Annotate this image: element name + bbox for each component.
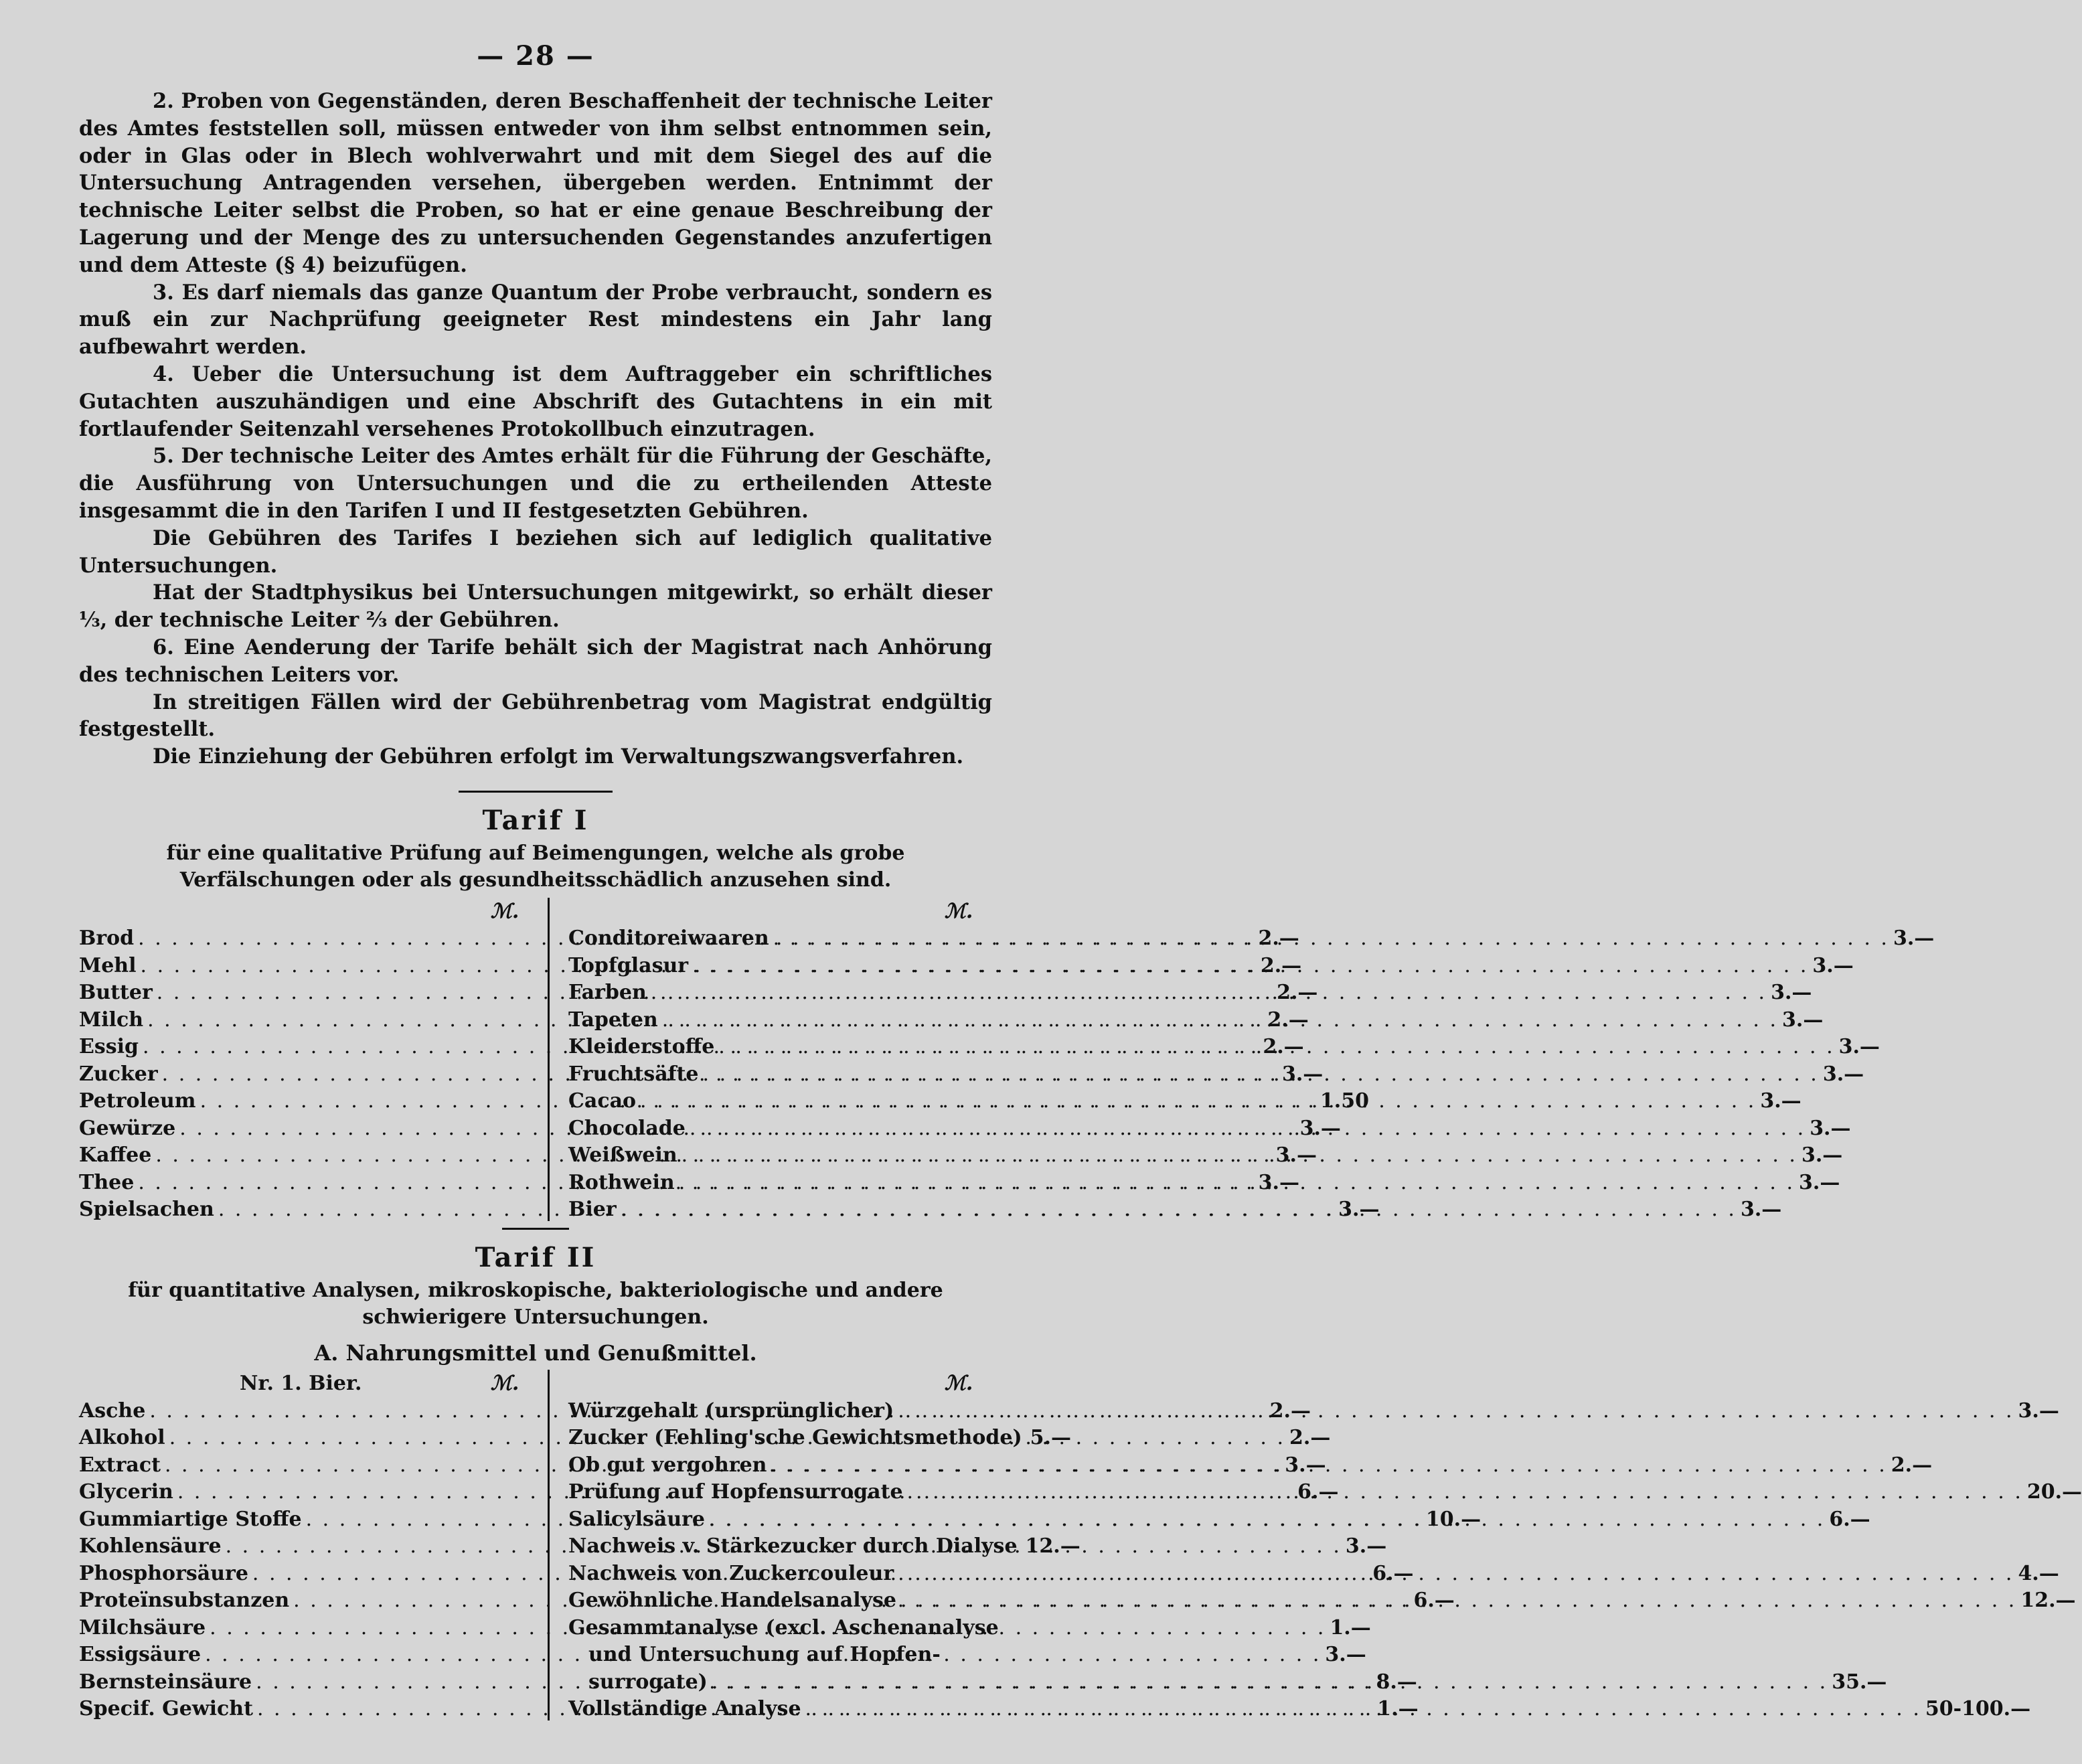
item-label: Milch bbox=[79, 1008, 144, 1032]
price-row bbox=[568, 950, 1854, 977]
item-label: Bier bbox=[568, 1198, 617, 1222]
price-row bbox=[568, 1395, 2059, 1423]
item-label: Spielsachen bbox=[79, 1198, 214, 1222]
item-label: Extract bbox=[79, 1453, 161, 1477]
item-label: Proteïnsubstanzen bbox=[79, 1589, 290, 1613]
divider bbox=[502, 1228, 569, 1230]
price-row bbox=[568, 1423, 1071, 1450]
item-label: Kleiderstoffe bbox=[568, 1035, 715, 1059]
item-price: 3.— bbox=[1740, 1198, 1782, 1222]
item-price: 2.— bbox=[1891, 1453, 1933, 1477]
section-a-heading: A. Nahrungsmittel und Genußmittel. bbox=[314, 1340, 757, 1366]
tarif2-table bbox=[79, 1370, 2082, 1721]
item-label: Alkohol bbox=[79, 1426, 165, 1450]
item-label: Zucker (Fehling'sche Gewichtsmethode) bbox=[568, 1426, 1022, 1450]
tarif2-subtitle: für quantitative Analysen, mikroskopische, bakteriologische und andere schwierigere Untersuchungen. bbox=[128, 1279, 943, 1330]
item-price: 3.— bbox=[1299, 1116, 1341, 1140]
item-price: 2.— bbox=[1269, 1398, 1311, 1423]
item-label: Asche bbox=[79, 1398, 146, 1423]
price-row bbox=[568, 977, 1812, 1005]
item-label: Kaffee bbox=[79, 1143, 152, 1168]
item-label: Specif. Gewicht bbox=[79, 1697, 253, 1721]
paragraph-einziehung: Die Einziehung der Gebühren erfolgt im Verwaltungszwangsverfahren. bbox=[153, 744, 964, 769]
item-price: 2.— bbox=[1267, 1008, 1309, 1032]
item-label: Nachweis von Zuckercouleur bbox=[568, 1561, 894, 1585]
item-price: 6.— bbox=[1829, 1507, 1870, 1531]
price-row bbox=[568, 1032, 1880, 1059]
item-label: Prüfung auf Hopfensurrogate bbox=[568, 1480, 903, 1504]
item-price: 2.— bbox=[1277, 981, 1318, 1005]
item-label: Fruchtsäfte bbox=[568, 1062, 699, 1086]
item-label: Tapeten bbox=[568, 1008, 658, 1032]
item-price: 12.— bbox=[2020, 1589, 2076, 1613]
price-row bbox=[568, 1477, 2082, 1504]
item-label: Zucker bbox=[79, 1062, 158, 1086]
item-label: Vollständige Analyse bbox=[568, 1697, 801, 1721]
item-price: 3.— bbox=[1760, 1089, 1801, 1113]
item-price: 3.— bbox=[1258, 1170, 1299, 1194]
price-row bbox=[568, 1058, 1864, 1086]
item-price: 6.— bbox=[1297, 1480, 1339, 1504]
item-label: Gewürze bbox=[79, 1116, 176, 1140]
item-price: 3.— bbox=[1801, 1143, 1843, 1168]
unit-header bbox=[79, 898, 538, 923]
price-row bbox=[568, 1194, 1782, 1222]
paragraph-2: 2. Proben von Gegenständen, deren Beschaffenheit der technische Leiter des Amtes feststellen soll, müssen entweder von ihm selbst entnommen sein, oder in Glas oder in Blech wohlverwahrt und mit dem Siegel des auf die Untersuchung Antragenden versehen, übergeben werden. Entnimmt der technische Leiter selbst die Proben, so hat er eine genaue Beschreibung der Lagerung und der Menge des zu untersuchenden Gegenstandes anzufertigen und dem Atteste (§ 4) beizufügen. bbox=[79, 89, 992, 277]
item-price: 3.— bbox=[1285, 1453, 1326, 1477]
item-label: Rothwein bbox=[568, 1170, 675, 1194]
item-price: 1.— bbox=[1377, 1697, 1419, 1721]
item-label: Phosphorsäure bbox=[79, 1561, 248, 1585]
divider bbox=[459, 791, 613, 793]
paragraph-tarif1-note: Die Gebühren des Tarifes I beziehen sich auf lediglich qualitative Untersuchungen. bbox=[79, 526, 992, 578]
item-price: 3.— bbox=[1782, 1008, 1824, 1032]
item-label: und Untersuchung auf Hopfen- bbox=[588, 1643, 941, 1667]
item-label: Farben bbox=[568, 981, 647, 1005]
item-label: Cacao bbox=[568, 1089, 637, 1113]
item-label: surrogate) bbox=[588, 1670, 708, 1694]
price-row bbox=[568, 923, 1935, 951]
item-price: 3.— bbox=[1325, 1643, 1366, 1667]
item-label: Essigsäure bbox=[79, 1643, 202, 1667]
paragraph-4: 4. Ueber die Untersuchung ist dem Auftraggeber ein schriftliches Gutachten auszuhändigen und eine Abschrift des Gutachtens in ein mit fortlaufender Seitenzahl versehenes Protokollbuch einzutragen. bbox=[79, 362, 992, 441]
price-row bbox=[568, 1167, 1840, 1194]
item-label: Petroleum bbox=[79, 1089, 196, 1113]
nr-header bbox=[79, 1370, 538, 1395]
item-price: 3.— bbox=[1275, 1143, 1317, 1168]
item-label: Weißwein bbox=[568, 1143, 677, 1168]
item-price: 3.— bbox=[2018, 1398, 2059, 1423]
item-label: Bernsteinsäure bbox=[79, 1670, 252, 1694]
item-label: Thee bbox=[79, 1170, 135, 1194]
paragraph-5: 5. Der technische Leiter des Amtes erhält für die Führung der Geschäfte, die Ausführung von Untersuchungen und die zu ertheilenden Atteste insgesammt die in den Tarifen I und II festgesetzten Gebühren. bbox=[79, 444, 992, 523]
item-label: Butter bbox=[79, 981, 153, 1005]
item-price: 1.— bbox=[1330, 1615, 1371, 1639]
price-row bbox=[568, 1004, 1824, 1032]
tarif2-title: Tarif II bbox=[475, 1242, 596, 1274]
item-price: 3.— bbox=[1338, 1198, 1380, 1222]
item-label: Gummiartige Stoffe bbox=[79, 1507, 302, 1531]
item-price: 3.— bbox=[1838, 1035, 1880, 1059]
item-price: 3.— bbox=[1810, 1116, 1851, 1140]
price-row-gesammtanalyse bbox=[568, 1612, 999, 1639]
item-price: 2.— bbox=[1260, 953, 1302, 977]
price-row-gesammtanalyse-end bbox=[568, 1666, 1887, 1694]
item-price: 12.— bbox=[1025, 1534, 1080, 1558]
price-row bbox=[568, 1558, 2059, 1585]
price-row bbox=[568, 1449, 1933, 1477]
item-price: 3.— bbox=[1799, 1170, 1840, 1194]
unit-header bbox=[568, 1370, 992, 1395]
item-label: Conditoreiwaaren bbox=[568, 927, 769, 951]
item-label: Topfglasur bbox=[568, 953, 689, 977]
nr1-title: Nr. 1. Bier. bbox=[240, 1372, 362, 1396]
item-label: Gesammtanalyse (excl. Aschenanalyse bbox=[568, 1615, 999, 1639]
price-row bbox=[568, 1140, 1843, 1168]
item-label: Chocolade bbox=[568, 1116, 686, 1140]
price-row bbox=[568, 1585, 2076, 1613]
paragraph-streitige-faelle: In streitigen Fällen wird der Gebührenbetrag vom Magistrat endgültig festgestellt. bbox=[79, 690, 992, 742]
item-price: 3.— bbox=[1345, 1534, 1387, 1558]
item-price: 2.— bbox=[1263, 1035, 1304, 1059]
item-price: 5.— bbox=[1030, 1426, 1071, 1450]
item-price: 6.— bbox=[1413, 1589, 1455, 1613]
item-price: 35.— bbox=[1832, 1670, 1887, 1694]
item-price: 3.— bbox=[1281, 1062, 1324, 1086]
tarif1-table bbox=[79, 898, 1935, 1222]
unit-header bbox=[568, 898, 992, 923]
item-price: 2.— bbox=[1258, 927, 1299, 951]
item-label: Essig bbox=[79, 1035, 139, 1059]
item-price: 4.— bbox=[2018, 1561, 2059, 1585]
item-label: Milchsäure bbox=[79, 1615, 206, 1639]
item-label: Salicylsäure bbox=[568, 1507, 706, 1531]
item-price: 8.— bbox=[1376, 1670, 1417, 1694]
item-price: 2.— bbox=[1289, 1426, 1331, 1450]
item-price: 6.— bbox=[1372, 1561, 1414, 1585]
item-label: Ob gut vergohren bbox=[568, 1453, 767, 1477]
item-price: 3.— bbox=[1893, 927, 1935, 951]
item-label: Gewöhnliche Handelsanalyse bbox=[568, 1589, 897, 1613]
paragraph-6: 6. Eine Aenderung der Tarife behält sich der Magistrat nach Anhörung des technischen Leiters vor. bbox=[79, 635, 992, 687]
item-price: 3.— bbox=[1812, 953, 1854, 977]
item-price: 3.— bbox=[1822, 1062, 1864, 1086]
price-row-vollstaendige-analyse bbox=[568, 1694, 2031, 1721]
item-price: 1.50 bbox=[1319, 1089, 1369, 1113]
mark-unit: ℳ. bbox=[490, 1372, 519, 1396]
mark-unit: ℳ. bbox=[944, 899, 973, 923]
item-price: 10.— bbox=[1425, 1507, 1482, 1531]
price-row bbox=[568, 1531, 1080, 1558]
price-row-gesammtanalyse-cont bbox=[568, 1639, 992, 1667]
paragraph-3: 3. Es darf niemals das ganze Quantum der Probe verbraucht, sondern es muß ein zur Nachprüfung geeigneter Rest mindestens ein Jahr lang aufbewahrt werden. bbox=[79, 280, 992, 359]
item-label: Nachweis v. Stärkezucker durch Dialyse bbox=[568, 1534, 1018, 1558]
item-price: 3.— bbox=[1771, 981, 1812, 1005]
page-number: — 28 — bbox=[477, 40, 594, 72]
item-label: Würzgehalt (ursprünglicher) bbox=[568, 1398, 894, 1423]
mark-unit: ℳ. bbox=[944, 1372, 973, 1396]
item-price: 50-100.— bbox=[1925, 1697, 2031, 1721]
tarif1-subtitle: für eine qualitative Prüfung auf Beimengungen, welche als grobe Verfälschungen oder als gesundheitsschädlich anzusehen sind. bbox=[166, 841, 905, 892]
paragraph-stadtphysikus: Hat der Stadtphysikus bei Untersuchungen mitgewirkt, so erhält dieser ⅓, der technische Leiter ⅔ der Gebühren. bbox=[79, 580, 992, 633]
price-row bbox=[568, 1113, 1851, 1140]
tarif1-title: Tarif I bbox=[482, 804, 589, 836]
body-text bbox=[79, 88, 992, 771]
item-label: Mehl bbox=[79, 953, 137, 977]
item-label: Kohlensäure bbox=[79, 1534, 222, 1558]
item-label: Brod bbox=[79, 927, 135, 951]
tarif2-right-column bbox=[548, 1370, 2082, 1721]
item-label: Glycerin bbox=[79, 1480, 173, 1504]
item-price: 20.— bbox=[2026, 1480, 2082, 1504]
mark-unit: ℳ. bbox=[490, 899, 519, 923]
